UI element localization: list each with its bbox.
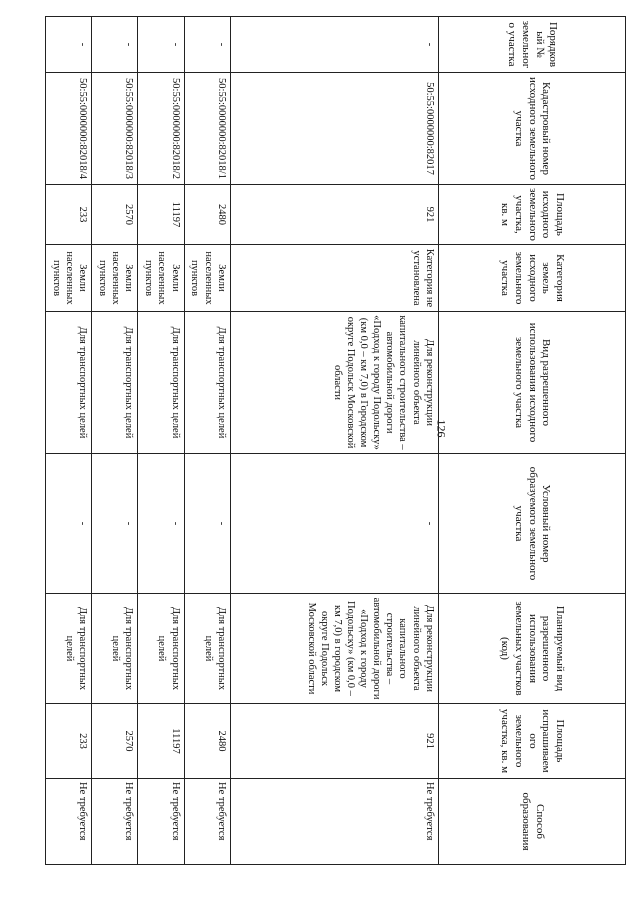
- table-cell: Для транспортных целей: [138, 594, 184, 704]
- table-row: [184, 17, 230, 865]
- table-cell: Для транспортных целей: [184, 594, 230, 704]
- header-cell: Порядковый № земельного участка: [438, 17, 625, 73]
- table-cell: Земли населенных пунктов: [46, 245, 92, 312]
- table-row: [46, 17, 92, 865]
- table-cell: 50:55:0000000:82018/3: [92, 73, 138, 185]
- table-cell: 2480: [184, 704, 230, 779]
- table-cell: -: [46, 17, 92, 73]
- header-cell: Вид разрешенного использования исходного земельного участка: [438, 312, 625, 454]
- table-cell: Земли населенных пунктов: [184, 245, 230, 312]
- header-cell: Категория земель исходного земельного участка: [438, 245, 625, 312]
- table-cell: 50:55:0000000:82017: [230, 73, 438, 185]
- table-row: [138, 17, 184, 865]
- table-cell: Не требуется: [230, 779, 438, 865]
- table-header-row: [438, 17, 625, 865]
- land-plots-table: [45, 16, 626, 865]
- table-cell: 2570: [92, 704, 138, 779]
- table-cell: Для транспортных целей: [46, 594, 92, 704]
- table-cell: Не требуется: [92, 779, 138, 865]
- table-cell: Категория не установлена: [230, 245, 438, 312]
- table-cell: -: [184, 454, 230, 594]
- table-cell: 233: [46, 704, 92, 779]
- table-cell: Для реконструкции линейного объекта капитального строительства – автомобильной дороги «Подход к городу Подольску» (км 0,0 – км 7,0) в городском округе Подольск Московской области: [230, 594, 438, 704]
- table-cell: 11197: [138, 704, 184, 779]
- table-cell: 50:55:0000000:82018/4: [46, 73, 92, 185]
- table-cell: 921: [230, 185, 438, 245]
- table-cell: -: [92, 17, 138, 73]
- header-cell: Площадь испрашиваемого земельного участка, кв. м: [438, 704, 625, 779]
- table-cell: Не требуется: [138, 779, 184, 865]
- table-row: [92, 17, 138, 865]
- table-cell: Для транспортных целей: [46, 312, 92, 454]
- table-cell: -: [230, 454, 438, 594]
- table-cell: -: [46, 454, 92, 594]
- table-cell: Земли населенных пунктов: [92, 245, 138, 312]
- table-cell: Для реконструкции линейного объекта капитального строительства – автомобильной дороги «Подход к городу Подольску» (км 0,0 – км 7,0) в Городском округе Подольск Московской области: [230, 312, 438, 454]
- table-cell: 2570: [92, 185, 138, 245]
- table-cell: Для транспортных целей: [92, 594, 138, 704]
- table-cell: 2480: [184, 185, 230, 245]
- header-cell: Планируемый вид разрешенного использования земельных участков (код): [438, 594, 625, 704]
- header-cell: Способ образования: [438, 779, 625, 865]
- table-cell: Не требуется: [46, 779, 92, 865]
- table-cell: -: [184, 17, 230, 73]
- table-cell: -: [138, 17, 184, 73]
- table-cell: 50:55:0000000:82018/2: [138, 73, 184, 185]
- header-cell: Кадастровый номер исходного земельного участка: [438, 73, 625, 185]
- table-cell: 233: [46, 185, 92, 245]
- table-cell: Для транспортных целей: [138, 312, 184, 454]
- table-cell: 11197: [138, 185, 184, 245]
- table-cell: Не требуется: [184, 779, 230, 865]
- table-cell: Для транспортных целей: [92, 312, 138, 454]
- rotated-table-container: [45, 16, 626, 864]
- table-cell: -: [92, 454, 138, 594]
- table-cell: 921: [230, 704, 438, 779]
- table-row: [230, 17, 438, 865]
- table-cell: Для транспортных целей: [184, 312, 230, 454]
- header-cell: Условный номер образуемого земельного участка: [438, 454, 625, 594]
- table-cell: -: [138, 454, 184, 594]
- table-cell: 50:55:0000000:82018/1: [184, 73, 230, 185]
- table-cell: Земли населенных пунктов: [138, 245, 184, 312]
- header-cell: Площадь исходного земельного участка, кв. м: [438, 185, 625, 245]
- table-cell: -: [230, 17, 438, 73]
- page-number: 126: [434, 419, 449, 438]
